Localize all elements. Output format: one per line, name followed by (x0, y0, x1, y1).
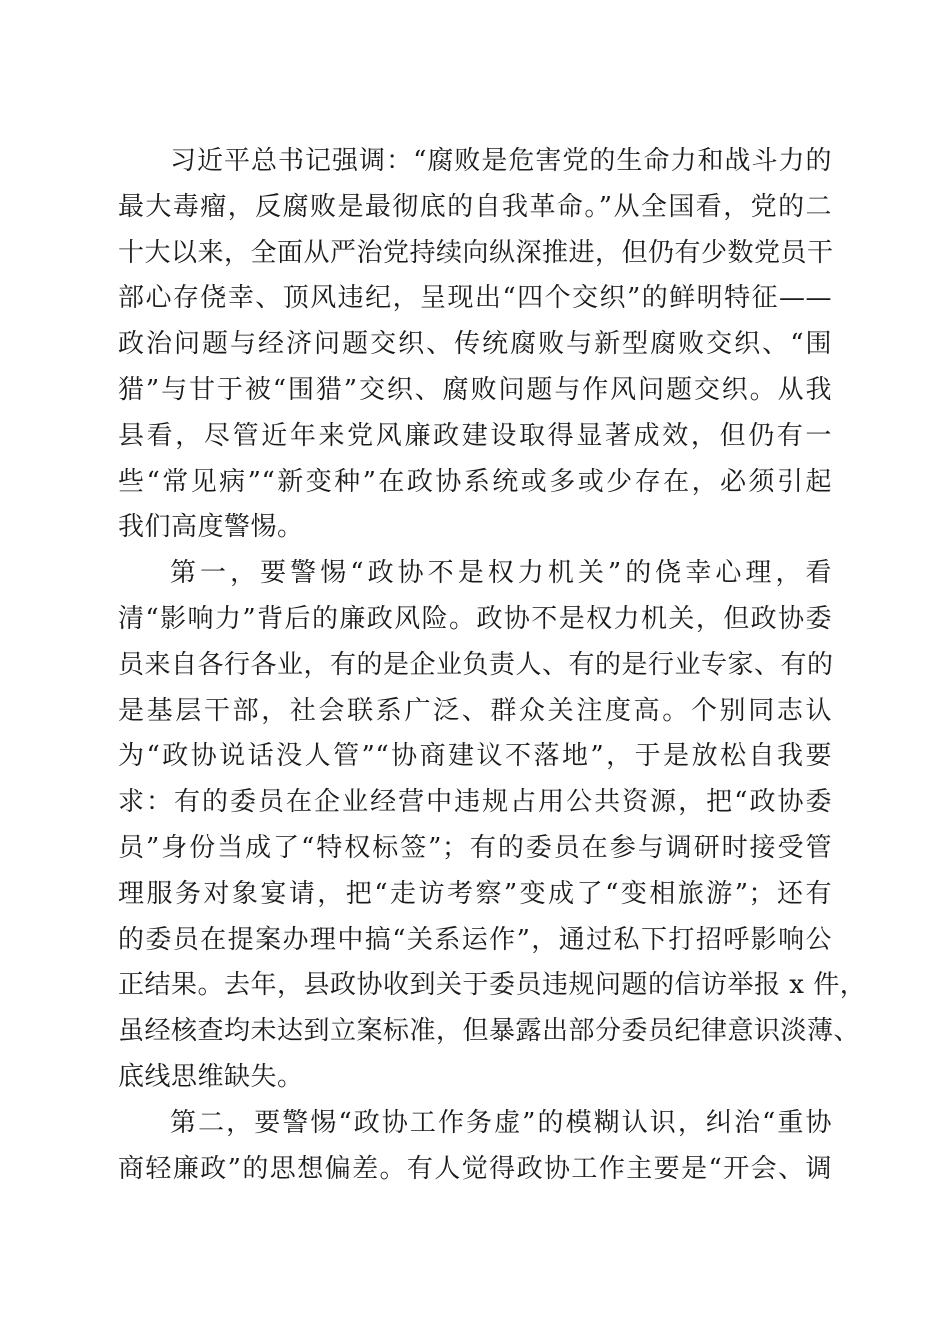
text-line: 理服务对象宴请，把“走访考察”变成了“变相旅游”；还有 (118, 878, 832, 909)
text-line: 我们高度警惕。 (118, 512, 304, 543)
text-line: 县看，尽管近年来党风廉政建设取得显著成效，但仍有一 (118, 420, 832, 451)
text-line: 底线思维缺失。 (118, 1061, 304, 1092)
text-line: 员”身份当成了“特权标签”；有的委员在参与调研时接受管 (118, 832, 832, 863)
text-line: 政治问题与经济问题交织、传统腐败与新型腐败交织、“围 (118, 329, 832, 360)
paragraph-point-1 (118, 551, 867, 1101)
text-line: 清“影响力”背后的廉政风险。政协不是权力机关，但政协委 (118, 603, 832, 634)
text-line: 十大以来，全面从严治党持续向纵深推进，但仍有少数党员干 (118, 237, 834, 268)
document-body (118, 139, 867, 1192)
text-line: 些“常见病”“新变种”在政协系统或多或少存在，必须引起 (118, 466, 832, 497)
text-line: 习近平总书记强调：“腐败是危害党的生命力和战斗力的 (170, 146, 832, 176)
text-line: 部心存侥幸、顶风违纪，呈现出“四个交织”的鲜明特征—— (118, 283, 832, 314)
text-line: 第一，要警惕“政协不是权力机关”的侥幸心理，看 (170, 558, 832, 589)
text-line: 最大毒瘤，反腐败是最彻底的自我革命。”从全国看，党的二 (118, 191, 832, 222)
text-line: 第二，要警惕“政协工作务虚”的模糊认识，纠治“重协 (170, 1107, 832, 1138)
text-line: 是基层干部，社会联系广泛、群众关注度高。个别同志认 (118, 695, 832, 726)
text-line: 求：有的委员在企业经营中违规占用公共资源，把“政协委 (118, 787, 832, 818)
text-line: 为“政协说话没人管”“协商建议不落地”，于是放松自我要 (118, 741, 832, 772)
paragraph-intro (118, 139, 832, 551)
text-line: 商轻廉政”的思想偏差。有人觉得政协工作主要是“开会、调 (118, 1153, 832, 1184)
text-line: 猎”与甘于被“围猎”交织、腐败问题与作风问题交织。从我 (118, 374, 832, 405)
text-line: 虽经核查均未达到立案标准，但暴露出部分委员纪律意识淡薄、 (118, 1016, 861, 1047)
paragraph-point-2 (118, 1101, 832, 1193)
text-line: 员来自各行各业，有的是企业负责人、有的是行业专家、有的 (118, 649, 834, 680)
text-line: 正结果。去年，县政协收到关于委员违规问题的信访举报 x 件， (118, 970, 867, 1001)
text-line: 的委员在提案办理中搞“关系运作”，通过私下打招呼影响公 (118, 924, 832, 955)
